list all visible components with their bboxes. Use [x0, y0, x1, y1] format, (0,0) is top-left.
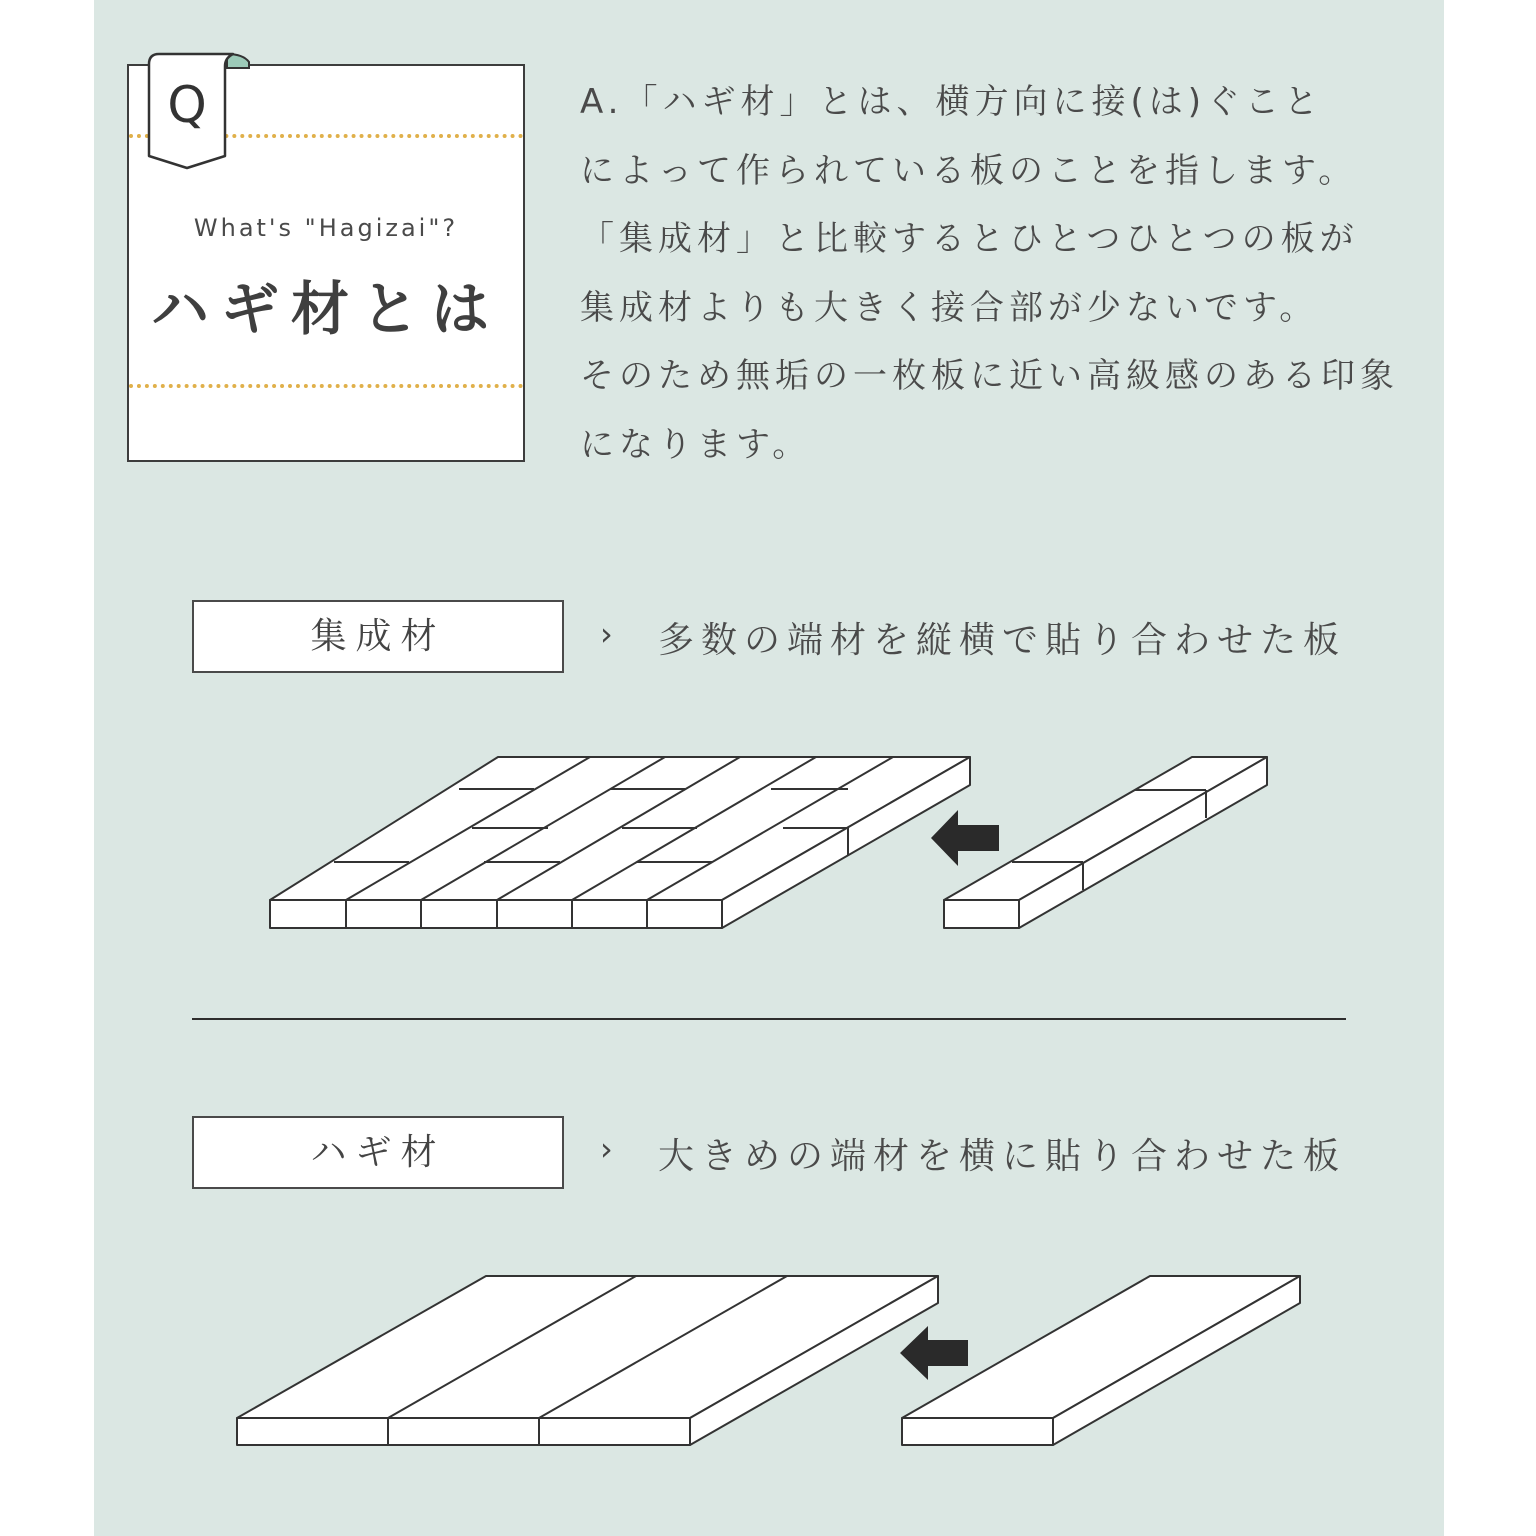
answer-line: 集成材よりも大きく接合部が少ないです。: [580, 287, 1319, 328]
label-shuseizai: 集成材: [192, 600, 564, 673]
arrow-left-icon: [900, 1326, 968, 1380]
answer-line: 「集成材」と比較するとひとつひとつの板が: [580, 219, 1359, 259]
answer-line: によって作られている板のことを指します。: [580, 150, 1358, 191]
hagizai-board-illustration: [237, 1276, 938, 1445]
answer-line: になります。: [580, 424, 812, 465]
answer-line: そのため無垢の一枚板に近い高級感のある印象: [580, 356, 1399, 396]
shuseizai-board-illustration: [270, 757, 970, 928]
chevron-right-icon: ›: [600, 1130, 613, 1168]
label-hagizai: ハギ材: [192, 1116, 564, 1189]
chevron-right-icon: ›: [600, 615, 613, 653]
answer-line: A.「ハギ材」とは、横方向に接(は)ぐこと: [580, 82, 1323, 122]
question-title: ハギ材とは: [150, 275, 501, 343]
question-subtitle: What's "Hagizai"?: [193, 214, 459, 242]
description-shuseizai: 多数の端材を縦横で貼り合わせた板: [658, 620, 1347, 661]
arrow-left-icon: [931, 810, 999, 866]
description-hagizai: 大きめの端材を横に貼り合わせた板: [658, 1136, 1347, 1177]
question-badge-letter: Q: [167, 76, 207, 134]
